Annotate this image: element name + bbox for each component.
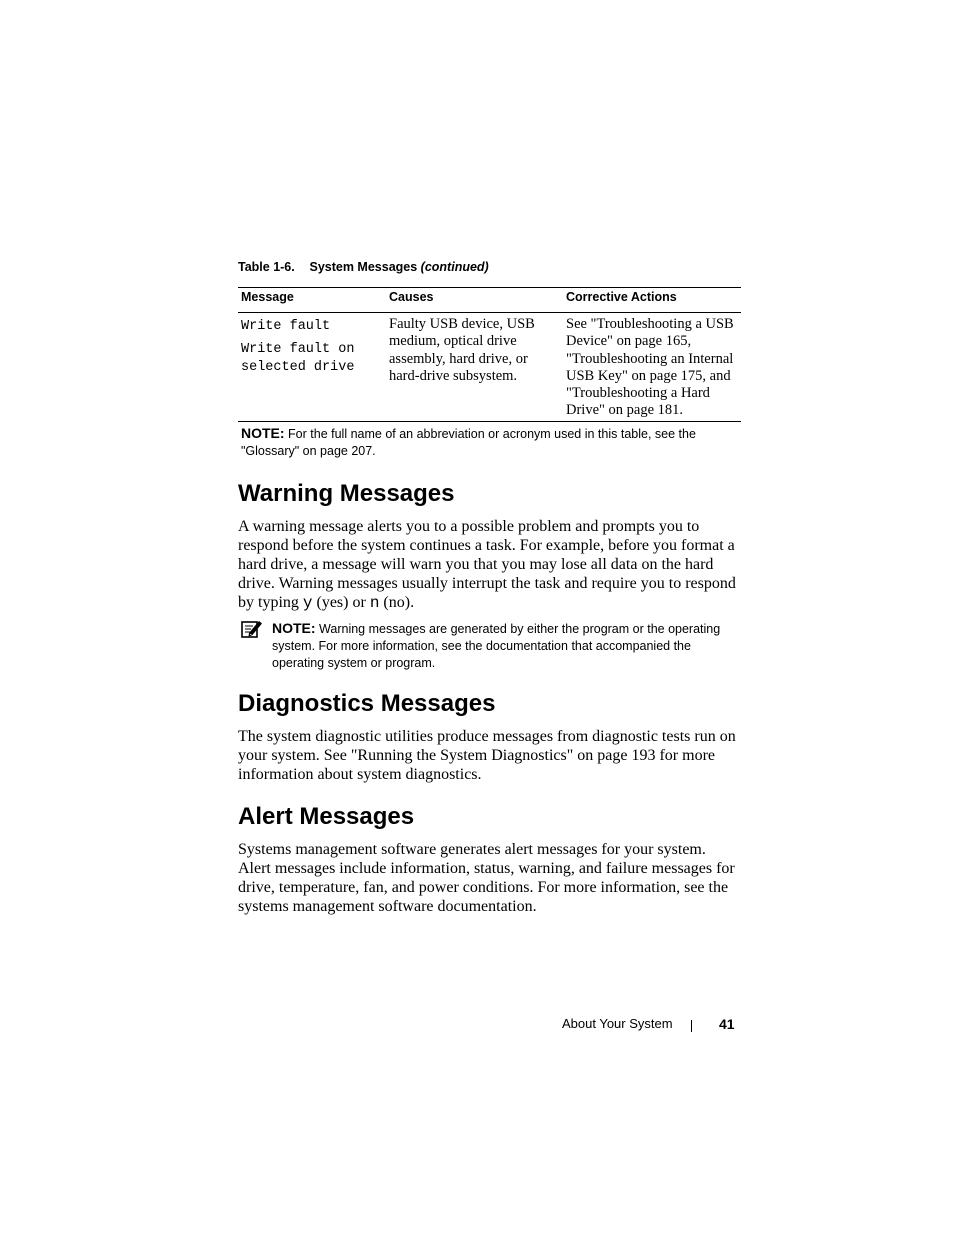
table-continued: (continued) — [420, 260, 489, 274]
warning-text-b: (yes) or — [312, 594, 370, 611]
warning-note — [272, 620, 732, 672]
header-message: Message — [241, 290, 294, 304]
table-caption — [238, 260, 489, 274]
message-write-fault-selected-drive: Write fault on selected drive — [241, 342, 355, 375]
cell-causes: Faulty USB device, USB medium, optical drive assembly, hard drive, or hard-drive subsystem. — [389, 316, 535, 384]
warning-note-text: Warning messages are generated by either the program or the operating system. For more information, see the documentation that accompanied the operating system or program. — [272, 622, 721, 670]
table-note — [241, 425, 721, 460]
cell-message — [238, 313, 386, 421]
cell-corrective-actions: See "Troubleshooting a USB Device" on page 165, "Troubleshooting an Internal USB Key" on page 175, and "Troubleshooting a Hard Drive" on page 181. — [566, 316, 734, 419]
table-title: System Messages — [309, 260, 418, 274]
table-number: Table 1-6. — [238, 260, 295, 274]
footer-separator — [691, 1020, 692, 1032]
diagnostics-messages-paragraph: The system diagnostic utilities produce messages from diagnostic tests run on your system. See "Running the System Diagnostics" on page 193 for more information about system diagnostics. — [238, 728, 736, 783]
footer-chapter-title: About Your System — [562, 1016, 673, 1031]
key-no: n — [369, 594, 380, 612]
warning-note-label: NOTE: — [272, 620, 316, 636]
warning-text-a: A warning message alerts you to a possible problem and prompts you to respond before the system continues a task. For example, before you format a hard drive, a message will warn you that you may lose all data on the hard drive. Warning messages usually interrupt the task and require you to respond by typing — [238, 518, 736, 611]
message-write-fault: Write fault — [241, 319, 331, 334]
header-causes: Causes — [389, 290, 434, 304]
warning-text-c: (no). — [379, 594, 415, 611]
header-corrective-actions: Corrective Actions — [566, 290, 677, 304]
pencil-note-icon — [241, 619, 263, 639]
key-yes: y — [302, 594, 313, 612]
page-footer — [562, 1016, 740, 1036]
page-number: 41 — [719, 1016, 735, 1032]
alert-messages-paragraph: Systems management software generates alert messages for your system. Alert messages include information, status, warning, and failure messages for drive, temperature, fan, and power conditions. For more information, see the systems management software documentation. — [238, 841, 735, 915]
table-row — [238, 313, 741, 421]
system-messages-table — [238, 287, 741, 422]
alert-messages-heading: Alert Messages — [238, 803, 415, 830]
table-header-row — [238, 288, 741, 313]
warning-messages-paragraph — [238, 517, 738, 613]
table-note-text: For the full name of an abbreviation or acronym used in this table, see the "Glossary" on page 207. — [241, 427, 696, 458]
diagnostics-messages-heading: Diagnostics Messages — [238, 690, 496, 717]
table-note-label: NOTE: — [241, 425, 285, 441]
warning-messages-heading: Warning Messages — [238, 480, 455, 507]
